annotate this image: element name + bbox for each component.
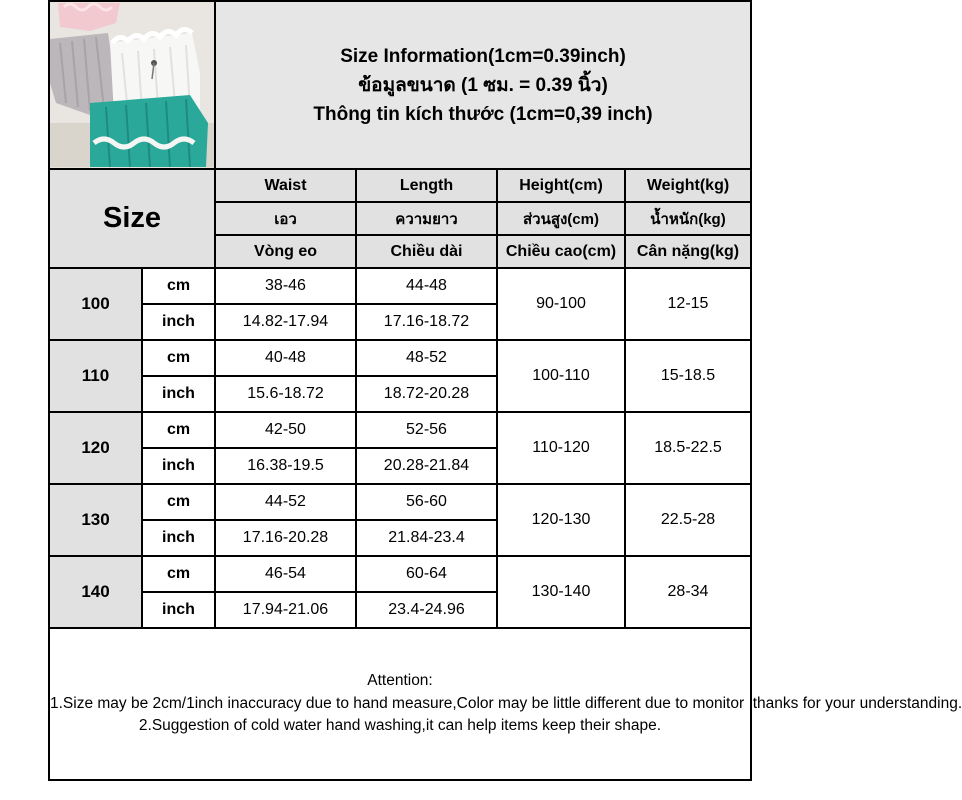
waist-inch-cell: 17.16-20.28 (215, 520, 356, 556)
unit-inch-label: inch (142, 376, 215, 412)
weight-cell: 28-34 (625, 556, 751, 628)
title-row (49, 1, 751, 169)
col-header-waist-en: Waist (215, 169, 356, 202)
note-measurement: 1.Size may be 2cm/1inch inaccuracy due to hand measure,Color may be little different due to monitor ,thanks for your understanding. (50, 694, 962, 712)
weight-cell: 22.5-28 (625, 484, 751, 556)
size-info-heading (215, 1, 751, 169)
col-header-length-vi: Chiều dài (356, 235, 497, 268)
col-header-waist-vi: Vòng eo (215, 235, 356, 268)
height-cell: 90-100 (497, 268, 625, 340)
waist-inch-cell: 15.6-18.72 (215, 376, 356, 412)
size-row-cm (49, 340, 751, 376)
height-cell: 120-130 (497, 484, 625, 556)
waist-cm-cell: 40-48 (215, 340, 356, 376)
col-header-weight-vi: Cân nặng(kg) (625, 235, 751, 268)
size-chart-frame (48, 0, 962, 800)
size-value: 110 (49, 340, 142, 412)
attention-heading: Attention: (367, 672, 433, 690)
col-header-length-th: ความยาว (356, 202, 497, 235)
height-cell: 130-140 (497, 556, 625, 628)
col-header-height-en: Height(cm) (497, 169, 625, 202)
weight-cell: 15-18.5 (625, 340, 751, 412)
length-inch-cell: 21.84-23.4 (356, 520, 497, 556)
unit-inch-label: inch (142, 592, 215, 628)
weight-cell: 12-15 (625, 268, 751, 340)
length-cm-cell: 60-64 (356, 556, 497, 592)
length-cm-cell: 56-60 (356, 484, 497, 520)
length-cm-cell: 48-52 (356, 340, 497, 376)
col-header-waist-th: เอว (215, 202, 356, 235)
unit-cm-label: cm (142, 340, 215, 376)
length-inch-cell: 17.16-18.72 (356, 304, 497, 340)
note-washing: 2.Suggestion of cold water hand washing,it can help items keep their shape. (138, 717, 662, 735)
waist-cm-cell: 46-54 (215, 556, 356, 592)
waist-inch-cell: 17.94-21.06 (215, 592, 356, 628)
size-row-cm (49, 484, 751, 520)
size-column-header: Size (49, 169, 215, 268)
size-row-cm (49, 556, 751, 592)
length-inch-cell: 18.72-20.28 (356, 376, 497, 412)
col-header-length-en: Length (356, 169, 497, 202)
attention-notes (49, 628, 962, 780)
size-row-cm (49, 268, 751, 304)
size-row-cm (49, 412, 751, 448)
info-line-vi: Thông tin kích thước (1cm=0,39 inch) (313, 103, 653, 125)
col-header-height-th: ส่วนสูง(cm) (497, 202, 625, 235)
height-cell: 110-120 (497, 412, 625, 484)
unit-inch-label: inch (142, 448, 215, 484)
waist-cm-cell: 42-50 (215, 412, 356, 448)
info-line-en: Size Information(1cm=0.39inch) (340, 45, 626, 67)
unit-cm-label: cm (142, 556, 215, 592)
size-value: 140 (49, 556, 142, 628)
length-inch-cell: 20.28-21.84 (356, 448, 497, 484)
col-header-height-vi: Chiều cao(cm) (497, 235, 625, 268)
height-cell: 100-110 (497, 340, 625, 412)
unit-cm-label: cm (142, 412, 215, 448)
length-cm-cell: 44-48 (356, 268, 497, 304)
unit-cm-label: cm (142, 268, 215, 304)
waist-cm-cell: 44-52 (215, 484, 356, 520)
length-cm-cell: 52-56 (356, 412, 497, 448)
waist-cm-cell: 38-46 (215, 268, 356, 304)
unit-inch-label: inch (142, 304, 215, 340)
size-chart-table (48, 0, 962, 781)
waist-inch-cell: 14.82-17.94 (215, 304, 356, 340)
pants-illustration (50, 3, 214, 167)
unit-inch-label: inch (142, 520, 215, 556)
size-value: 100 (49, 268, 142, 340)
size-value: 120 (49, 412, 142, 484)
column-header-row-en (49, 169, 751, 202)
info-line-th: ข้อมูลขนาด (1 ซม. = 0.39 นิ้ว) (358, 74, 608, 96)
waist-inch-cell: 16.38-19.5 (215, 448, 356, 484)
length-inch-cell: 23.4-24.96 (356, 592, 497, 628)
weight-cell: 18.5-22.5 (625, 412, 751, 484)
col-header-weight-th: น้ำหนัก(kg) (625, 202, 751, 235)
product-photo (49, 1, 215, 169)
col-header-weight-en: Weight(kg) (625, 169, 751, 202)
unit-cm-label: cm (142, 484, 215, 520)
notes-row (49, 628, 751, 780)
size-value: 130 (49, 484, 142, 556)
